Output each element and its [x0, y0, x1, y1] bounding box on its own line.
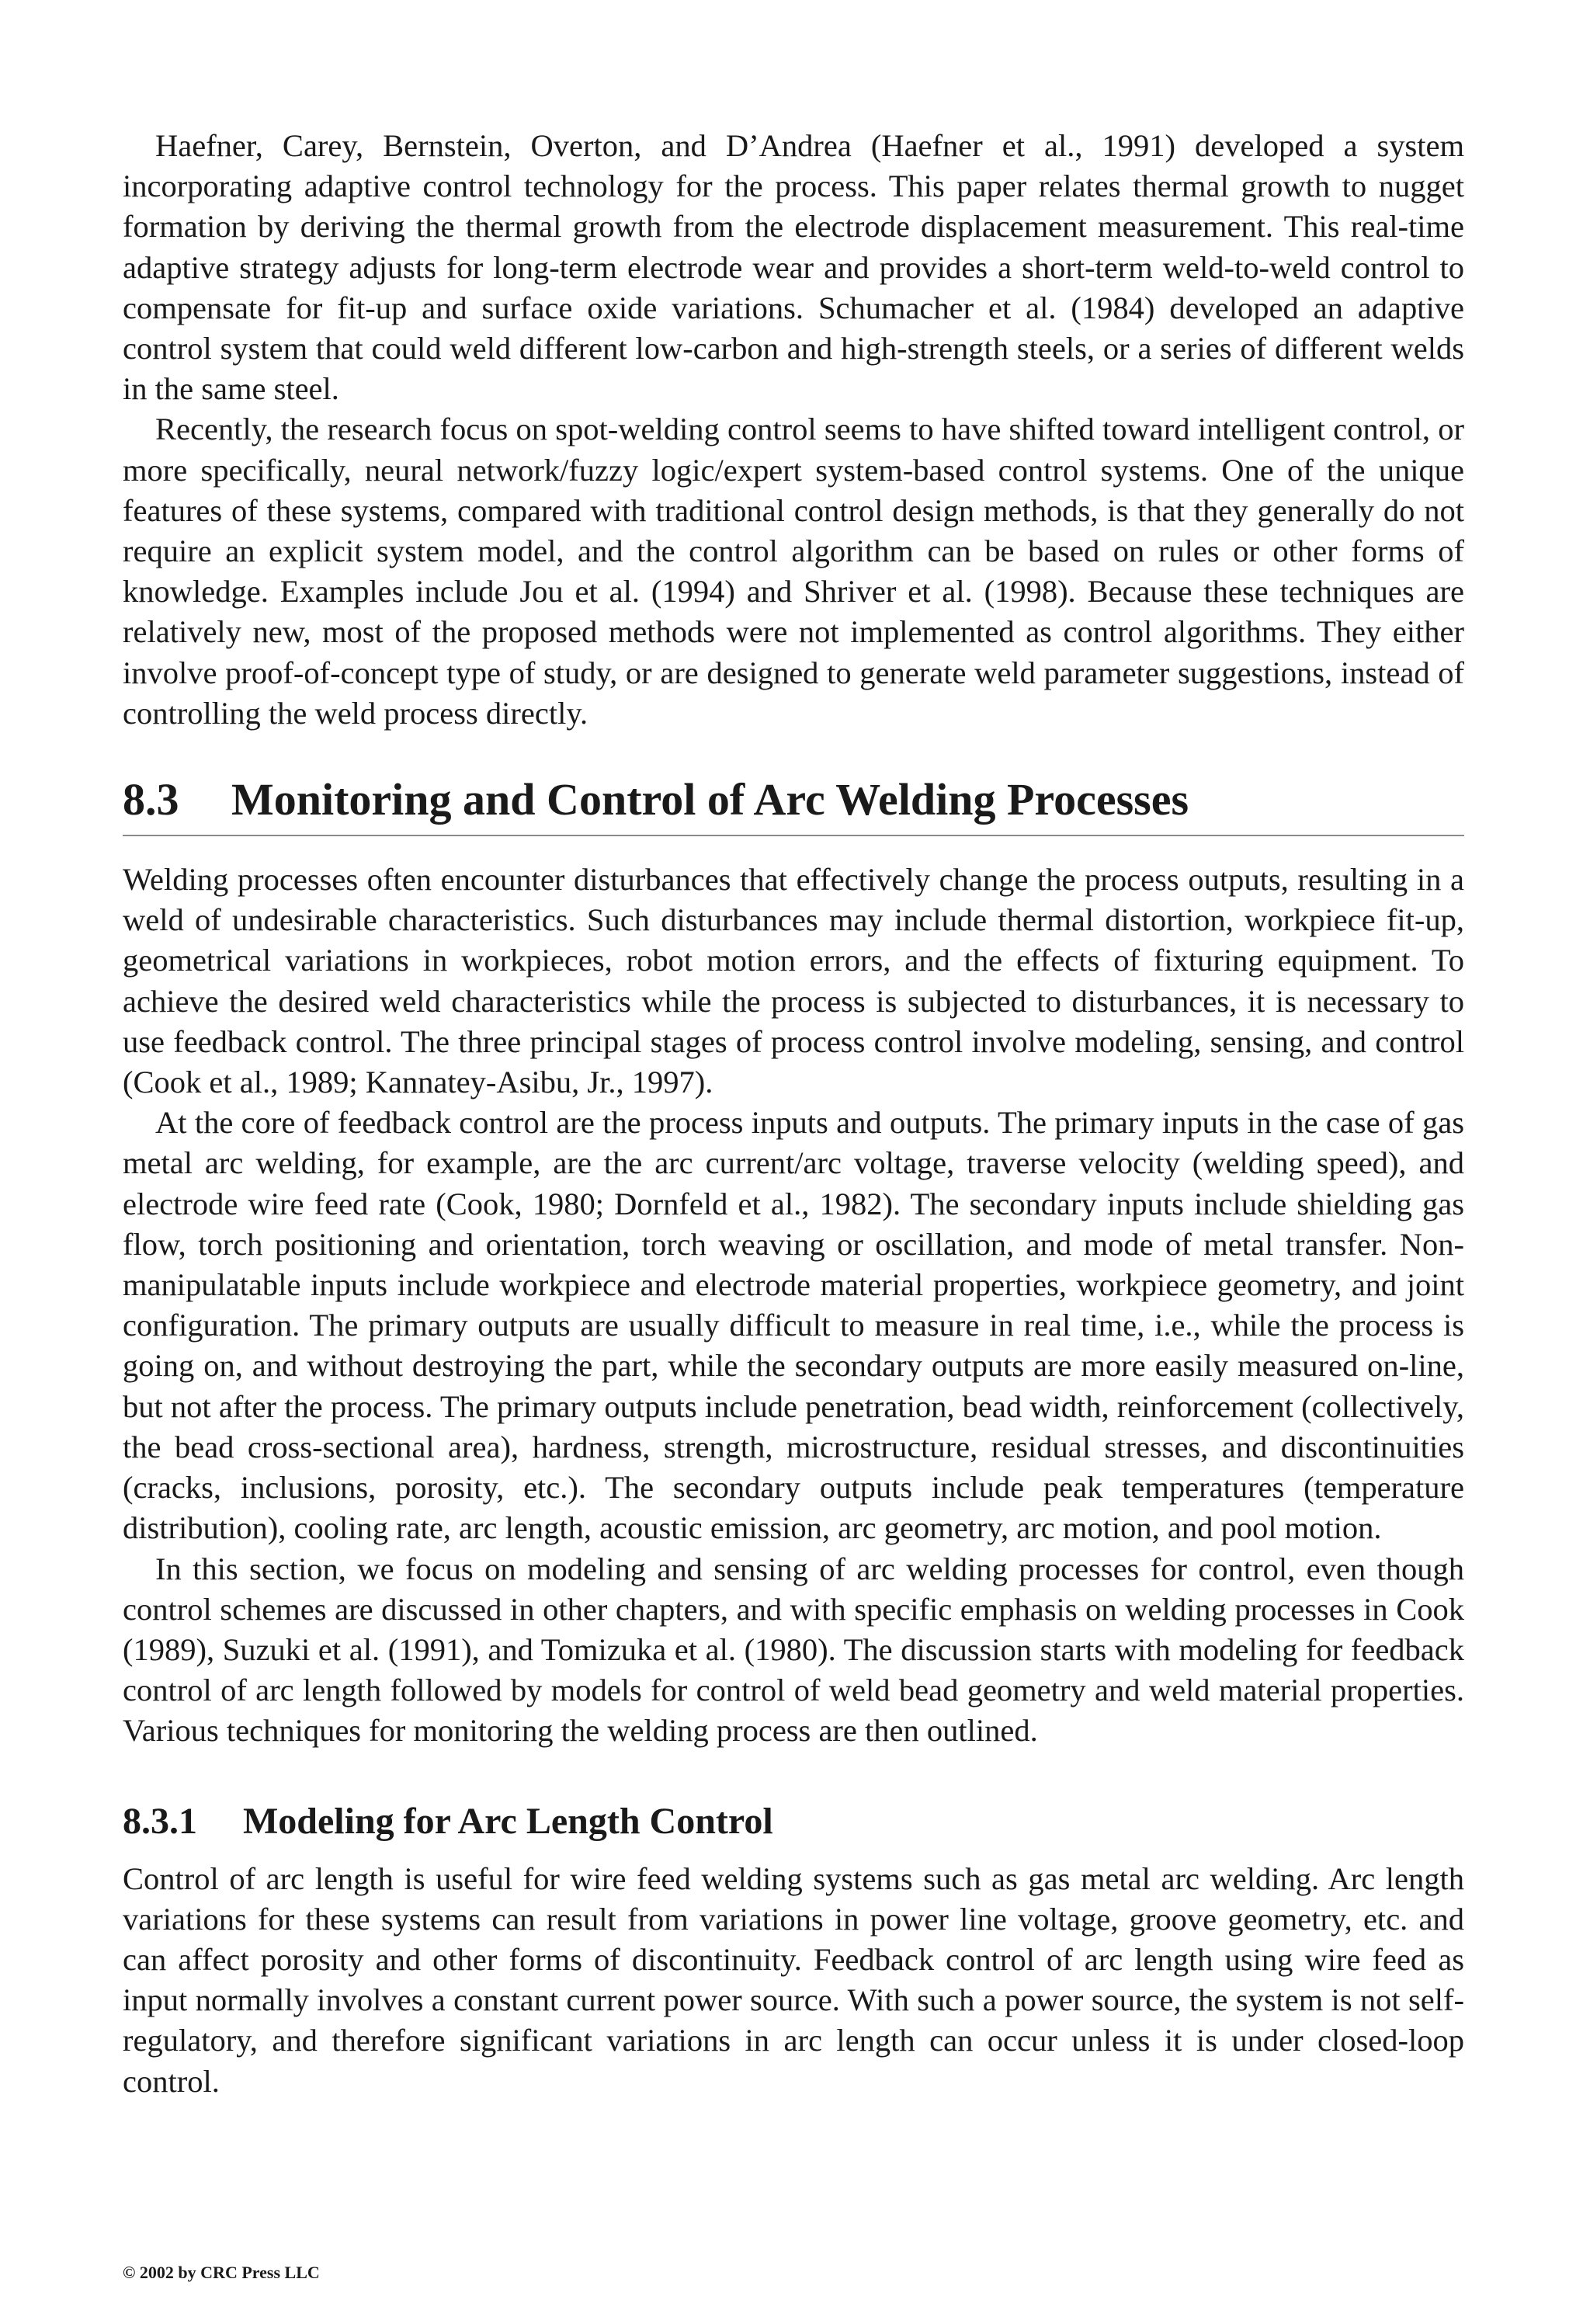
- section-heading: [123, 773, 1464, 836]
- body-paragraph: At the core of feedback control are the process inputs and outputs. The primary inputs in the case of gas metal arc welding, for example, are the arc current/arc voltage, traverse velocity (welding speed), and electrode wire feed rate (Cook, 1980; Dornfeld et al., 1982). The secondary inputs include shielding gas flow, torch positioning and orientation, torch weaving or oscillation, and mode of metal transfer. Non-manipulatable inputs include workpiece and electrode material properties, workpiece geometry, and joint configuration. The primary outputs are usually difficult to measure in real time, i.e., while the process is going on, and without destroying the part, while the secondary outputs are more easily measured on-line, but not after the process. The primary outputs include penetration, bead width, reinforcement (collectively, the bead cross-sectional area), hardness, strength, microstructure, residual stresses, and discontinuities (cracks, inclusions, porosity, etc.). The secondary outputs include peak temperatures (temperature distribution), cooling rate, arc length, acoustic emission, arc geometry, arc motion, and pool motion.: [123, 1105, 1464, 1546]
- subsection-number: 8.3.1: [123, 1800, 197, 1842]
- copyright-footer: © 2002 by CRC Press LLC: [123, 2263, 320, 2282]
- subsection-title: Modeling for Arc Length Control: [243, 1800, 773, 1842]
- body-paragraph: In this section, we focus on modeling and sensing of arc welding processes for control, even though control schemes are discussed in other chapters, and with specific emphasis on welding processes in Cook (1989), Suzuki et al. (1991), and Tomizuka et al. (1980). The discussion starts with modeling for feedback control of arc length followed by models for control of weld bead geometry and weld material properties. Various techniques for monitoring the welding process are then outlined.: [123, 1551, 1464, 1749]
- body-paragraph: Recently, the research focus on spot-welding control seems to have shifted toward intelligent control, or more specifically, neural network/fuzzy logic/expert system-based control systems. One of the unique features of these systems, compared with traditional control design methods, is that they generally do not require an explicit system model, and the control algorithm can be based on rules or other forms of knowledge. Examples include Jou et al. (1994) and Shriver et al. (1998). Because these techniques are relatively new, most of the proposed methods were not implemented as control algorithms. They either involve proof-of-concept type of study, or are designed to generate weld parameter suggestions, instead of controlling the weld process directly.: [123, 412, 1464, 731]
- page-content: [123, 126, 1464, 2102]
- section-body: [123, 860, 1464, 1751]
- section-title: Monitoring and Control of Arc Welding Processes: [231, 774, 1189, 825]
- subsection-heading: [123, 1798, 1464, 1845]
- body-paragraph: Haefner, Carey, Bernstein, Overton, and D’Andrea (Haefner et al., 1991) developed a system incorporating adaptive control technology for the process. This paper relates thermal growth to nugget formation by deriving the thermal growth from the electrode displacement measurement. This real-time adaptive strategy adjusts for long-term electrode wear and provides a short-term weld-to-weld control to compensate for fit-up and surface oxide variations. Schumacher et al. (1984) developed an adaptive control system that could weld different low-carbon and high-strength steels, or a series of different welds in the same steel.: [123, 128, 1464, 407]
- section-number: 8.3: [123, 774, 179, 825]
- body-paragraph: Welding processes often encounter disturbances that effectively change the process outputs, resulting in a weld of undesirable characteristics. Such disturbances may include thermal distortion, workpiece fit-up, geometrical variations in workpieces, robot motion errors, and the effects of fixturing equipment. To achieve the desired weld characteristics while the process is subjected to disturbances, it is necessary to use feedback control. The three principal stages of process control involve modeling, sensing, and control (Cook et al., 1989; Kannatey-Asibu, Jr., 1997).: [123, 862, 1464, 1100]
- body-paragraph: Control of arc length is useful for wire feed welding systems such as gas metal arc welding. Arc length variations for these systems can result from variations in power line voltage, groove geometry, etc. and can affect porosity and other forms of discontinuity. Feedback control of arc length using wire feed as input normally involves a constant current power source. With such a power source, the system is not self-regulatory, and therefore significant variations in arc length can occur unless it is under closed-loop control.: [123, 1860, 1464, 2099]
